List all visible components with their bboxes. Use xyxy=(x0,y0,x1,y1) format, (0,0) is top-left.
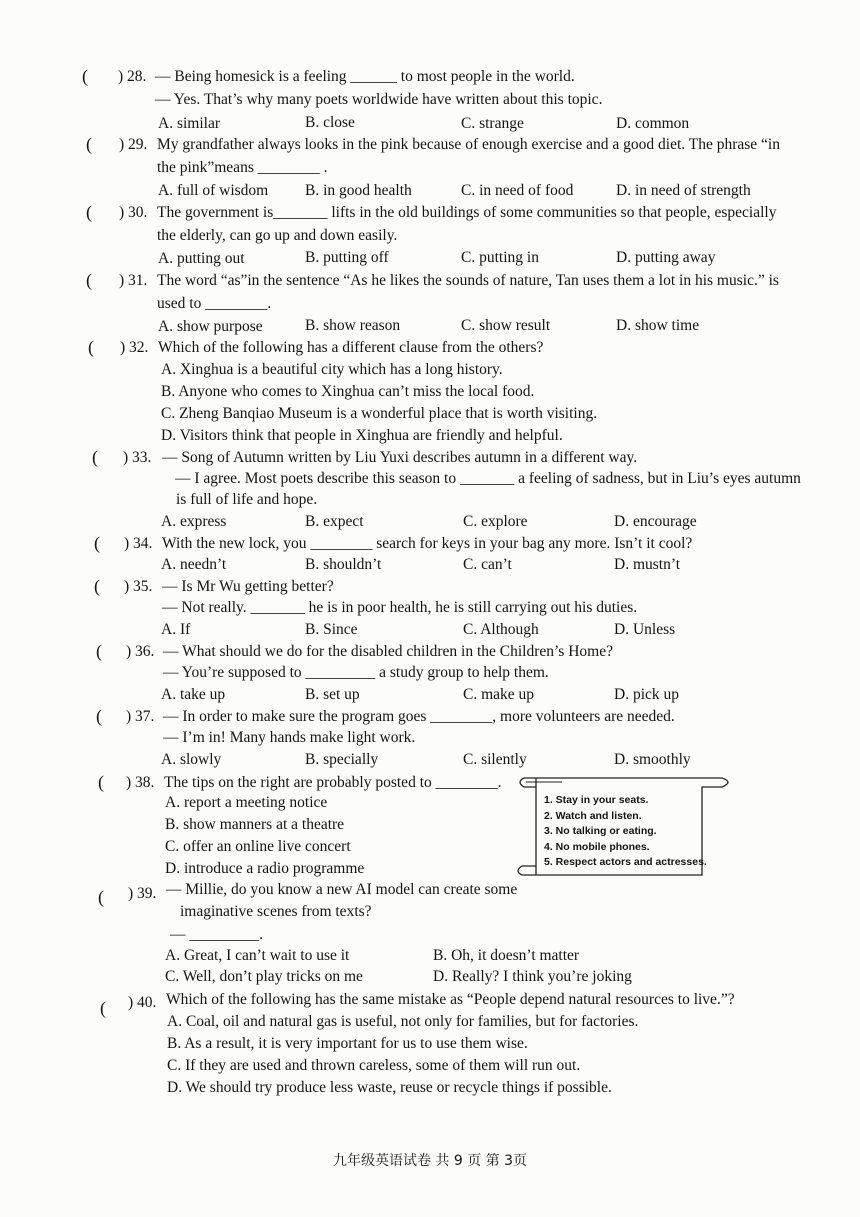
option-d[interactable]: D. Really? I think you’re joking xyxy=(433,968,632,985)
option-a[interactable]: A. report a meeting notice xyxy=(165,794,328,811)
question-number: ) 34. xyxy=(124,535,153,552)
tips-scroll xyxy=(512,773,737,883)
question-line: — What should we do for the disabled children in the Children’s Home? xyxy=(163,643,613,660)
option-a[interactable]: A. express xyxy=(161,513,227,530)
tip-item: 4. No mobile phones. xyxy=(544,840,650,853)
option-b[interactable]: B. As a result, it is very important for us to use them wise. xyxy=(167,1035,528,1052)
page-footer: 九年级英语试卷 共 9 页 第 3页 xyxy=(332,1153,528,1169)
question-line: The word “as”in the sentence “As he likes the sounds of nature, Tan uses them a lot in his music.” is xyxy=(157,272,779,289)
option-a[interactable]: A. slowly xyxy=(161,751,222,768)
question-line: the elderly, can go up and down easily. xyxy=(157,227,398,244)
option-c[interactable]: C. offer an online live concert xyxy=(165,838,351,855)
question-line: — I agree. Most poets describe this season to _______ a feeling of sadness, but in Liu’s eyes autumn xyxy=(175,470,801,487)
option-d[interactable]: D. in need of strength xyxy=(616,182,751,199)
question-line: — Millie, do you know a new AI model can create some xyxy=(166,881,518,898)
option-d[interactable]: D. Unless xyxy=(614,621,676,638)
question-number: ) 33. xyxy=(123,449,152,466)
option-d[interactable]: D. introduce a radio programme xyxy=(165,860,365,877)
question-line: — In order to make sure the program goes ________, more volunteers are needed. xyxy=(163,708,675,725)
question-line: Which of the following has a different clause from the others? xyxy=(158,339,544,356)
option-a[interactable]: A. If xyxy=(161,621,191,638)
option-c[interactable]: C. explore xyxy=(463,513,528,530)
option-b[interactable]: B. show manners at a theatre xyxy=(165,816,345,833)
question-line: — I’m in! Many hands make light work. xyxy=(163,729,416,746)
option-b[interactable]: B. set up xyxy=(305,686,360,703)
question-line: The government is_______ lifts in the old buildings of some communities so that people, especially xyxy=(157,204,777,221)
option-c[interactable]: C. If they are used and thrown careless, some of them will run out. xyxy=(167,1057,581,1074)
option-a[interactable]: A. show purpose xyxy=(158,318,263,335)
question-line: With the new lock, you ________ search for keys in your bag any more. Isn’t it cool? xyxy=(162,535,693,552)
tip-item: 3. No talking or eating. xyxy=(544,825,657,837)
option-c[interactable]: C. Although xyxy=(463,621,539,638)
option-a[interactable]: A. full of wisdom xyxy=(158,182,269,199)
question-number: ) 30. xyxy=(119,204,148,221)
question-line: — Song of Autumn written by Liu Yuxi describes autumn in a different way. xyxy=(162,449,638,466)
question-line: — _________. xyxy=(170,926,263,943)
question-line: — Is Mr Wu getting better? xyxy=(162,578,334,595)
option-c[interactable]: C. can’t xyxy=(463,556,512,573)
option-a[interactable]: A. Great, I can’t wait to use it xyxy=(165,947,350,964)
answer-paren[interactable]: ( xyxy=(98,772,104,792)
question-line: The tips on the right are probably posted to ________. xyxy=(164,774,502,791)
option-c[interactable]: C. silently xyxy=(463,751,527,768)
answer-paren[interactable]: ( xyxy=(86,202,92,222)
answer-paren[interactable]: ( xyxy=(96,706,102,726)
option-a[interactable]: A. needn’t xyxy=(161,556,227,573)
option-b[interactable]: B. Oh, it doesn’t matter xyxy=(433,947,580,964)
question-number: ) 32. xyxy=(120,339,149,356)
option-d[interactable]: D. encourage xyxy=(614,513,697,530)
tip-item: 1. Stay in your seats. xyxy=(544,794,649,806)
option-b[interactable]: B. shouldn’t xyxy=(305,556,382,573)
option-c[interactable]: C. Well, don’t play tricks on me xyxy=(165,968,363,985)
answer-paren[interactable]: ( xyxy=(100,998,106,1018)
option-d[interactable]: D. mustn’t xyxy=(614,556,681,573)
option-b[interactable]: B. in good health xyxy=(305,182,412,199)
option-d[interactable]: D. Visitors think that people in Xinghua are friendly and helpful. xyxy=(161,427,563,444)
question-line: the pink”means ________ . xyxy=(157,159,328,176)
option-c[interactable]: C. in need of food xyxy=(461,182,574,199)
question-line: — Being homesick is a feeling ______ to most people in the world. xyxy=(155,68,575,85)
question-line: My grandfather always looks in the pink because of enough exercise and a good diet. The phrase “in xyxy=(157,136,780,153)
option-b[interactable]: B. Since xyxy=(305,621,358,638)
question-number: ) 29. xyxy=(119,136,148,153)
question-number: ) 37. xyxy=(126,708,155,725)
option-a[interactable]: A. similar xyxy=(158,115,220,132)
option-a[interactable]: A. putting out xyxy=(158,250,245,267)
answer-paren[interactable]: ( xyxy=(94,533,100,553)
question-number: ) 28. xyxy=(118,68,147,85)
question-number: ) 36. xyxy=(126,643,155,660)
option-d[interactable]: D. pick up xyxy=(614,686,680,703)
question-line: imaginative scenes from texts? xyxy=(180,903,372,920)
question-number: ) 31. xyxy=(119,272,148,289)
option-b[interactable]: B. putting off xyxy=(305,249,389,266)
option-c[interactable]: C. strange xyxy=(461,115,524,132)
answer-paren[interactable]: ( xyxy=(86,134,92,154)
question-number: ) 38. xyxy=(126,774,155,791)
question-line: Which of the following has the same mistake as “People depend natural resources to live.”? xyxy=(166,991,735,1008)
tips-list xyxy=(544,793,707,871)
option-b[interactable]: B. close xyxy=(305,114,355,131)
option-d[interactable]: D. smoothly xyxy=(614,751,691,768)
answer-paren[interactable]: ( xyxy=(98,887,104,907)
answer-paren[interactable]: ( xyxy=(94,576,100,596)
option-d[interactable]: D. putting away xyxy=(616,249,716,266)
question-number: ) 35. xyxy=(124,578,153,595)
question-number: ) 39. xyxy=(128,885,157,902)
option-c[interactable]: C. Zheng Banqiao Museum is a wonderful place that is worth visiting. xyxy=(161,405,598,422)
question-line: — Not really. _______ he is in poor health, he is still carrying out his duties. xyxy=(162,599,638,616)
option-c[interactable]: C. show result xyxy=(461,317,551,334)
option-d[interactable]: D. show time xyxy=(616,317,700,334)
answer-paren[interactable]: ( xyxy=(82,66,88,86)
option-a[interactable]: A. Coal, oil and natural gas is useful, not only for families, but for factories. xyxy=(167,1013,639,1030)
option-d[interactable]: D. common xyxy=(616,115,690,132)
option-b[interactable]: B. expect xyxy=(305,513,364,530)
option-a[interactable]: A. Xinghua is a beautiful city which has a long history. xyxy=(161,361,503,378)
answer-paren[interactable]: ( xyxy=(96,641,102,661)
option-b[interactable]: B. specially xyxy=(305,751,379,768)
question-line: used to ________. xyxy=(157,295,272,312)
answer-paren[interactable]: ( xyxy=(86,270,92,290)
option-a[interactable]: A. take up xyxy=(161,686,226,703)
question-line: is full of life and hope. xyxy=(176,491,318,508)
option-c[interactable]: C. make up xyxy=(463,686,535,703)
question-line: — You’re supposed to _________ a study group to help them. xyxy=(163,664,549,681)
option-b[interactable]: B. Anyone who comes to Xinghua can’t miss the local food. xyxy=(161,383,535,400)
option-d[interactable]: D. We should try produce less waste, reuse or recycle things if possible. xyxy=(167,1079,612,1096)
question-number: ) 40. xyxy=(128,994,157,1011)
tip-item: 5. Respect actors and actresses. xyxy=(544,856,707,868)
option-c[interactable]: C. putting in xyxy=(461,249,539,266)
tip-item: 2. Watch and listen. xyxy=(544,809,642,822)
option-b[interactable]: B. show reason xyxy=(305,317,401,334)
answer-paren[interactable]: ( xyxy=(92,447,98,467)
question-line: — Yes. That’s why many poets worldwide have written about this topic. xyxy=(155,91,603,108)
answer-paren[interactable]: ( xyxy=(88,337,94,357)
